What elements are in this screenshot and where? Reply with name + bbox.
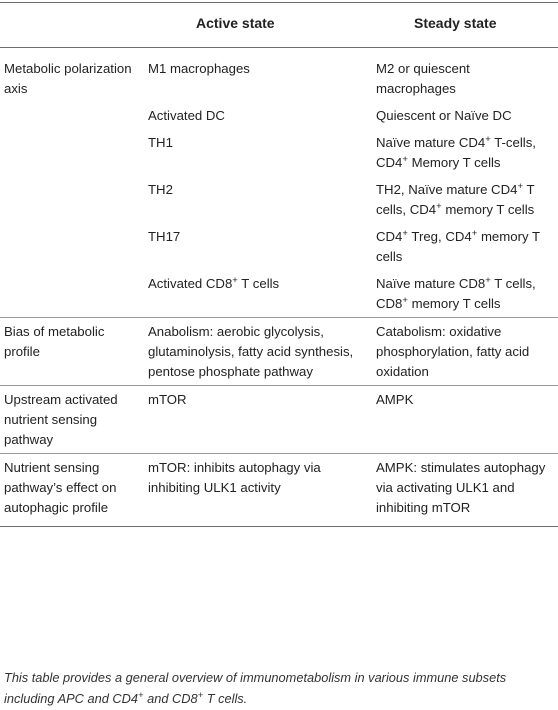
table-row xyxy=(0,129,558,176)
steady-cell: TH2, Naïve mature CD4+ T cells, CD4+ memory T cells xyxy=(376,181,535,217)
steady-cell: Naïve mature CD8+ T cells, CD8+ memory T cells xyxy=(376,275,536,311)
superscript-plus: + xyxy=(517,181,524,192)
active-cell: Anabolism: aerobic glycolysis, glutaminolysis, fatty acid synthesis, pentose phosphate pathway xyxy=(140,318,368,386)
table-row xyxy=(0,48,558,103)
active-cell: Activated CD8+ T cells xyxy=(148,275,280,291)
steady-cell: M2 or quiescent macrophages xyxy=(376,61,470,96)
table-row xyxy=(0,318,558,386)
superscript-plus: + xyxy=(402,228,408,239)
active-cell: M1 macrophages xyxy=(148,61,250,76)
superscript-plus: + xyxy=(485,275,491,286)
header-steady-state: Steady state xyxy=(368,3,558,48)
header-row xyxy=(0,3,558,48)
superscript-plus: + xyxy=(471,228,478,239)
superscript-plus: + xyxy=(232,275,238,286)
immunometabolism-table xyxy=(0,2,558,527)
row-label xyxy=(0,223,140,270)
table-row xyxy=(0,386,558,454)
steady-cell: Naïve mature CD4+ T-cells, CD4+ Memory T cells xyxy=(376,134,536,170)
superscript-plus: + xyxy=(137,690,144,701)
steady-cell: CD4+ Treg, CD4+ memory T cells xyxy=(376,228,540,264)
active-cell: TH17 xyxy=(148,229,181,244)
steady-cell: Quiescent or Naïve DC xyxy=(376,108,512,123)
active-cell: TH2 xyxy=(148,182,173,197)
row-label: Upstream activated nutrient sensing pathway xyxy=(0,386,140,454)
superscript-plus: + xyxy=(485,134,491,145)
superscript-plus: + xyxy=(436,201,442,212)
superscript-plus: + xyxy=(402,295,408,306)
active-cell: Activated DC xyxy=(148,108,225,123)
steady-cell: AMPK xyxy=(368,386,558,454)
header-active-state: Active state xyxy=(140,3,368,48)
row-label: Metabolic polarization axis xyxy=(4,61,132,96)
table-row xyxy=(0,102,558,129)
superscript-plus: + xyxy=(402,154,408,165)
active-cell: TH1 xyxy=(148,135,173,150)
row-label: Bias of metabolic profile xyxy=(0,318,140,386)
table-row xyxy=(0,176,558,223)
row-label xyxy=(0,129,140,176)
row-label xyxy=(0,176,140,223)
active-cell: mTOR: inhibits autophagy via inhibiting ULK1 activity xyxy=(140,454,368,527)
table-caption: This table provides a general overview of immunometabolism in various immune subsets including APC and CD4+ and CD8+ T cells. xyxy=(4,670,507,706)
header-empty xyxy=(0,3,140,48)
row-label xyxy=(0,270,140,318)
row-label: Nutrient sensing pathway’s effect on autophagic profile xyxy=(0,454,140,527)
steady-cell: AMPK: stimulates autophagy via activating ULK1 and inhibiting mTOR xyxy=(368,454,558,527)
row-label xyxy=(0,102,140,129)
table-row xyxy=(0,454,558,527)
table-row xyxy=(0,270,558,318)
table-row xyxy=(0,223,558,270)
superscript-plus: + xyxy=(197,690,204,701)
steady-cell: Catabolism: oxidative phosphorylation, fatty acid oxidation xyxy=(368,318,558,386)
active-cell: mTOR xyxy=(140,386,368,454)
